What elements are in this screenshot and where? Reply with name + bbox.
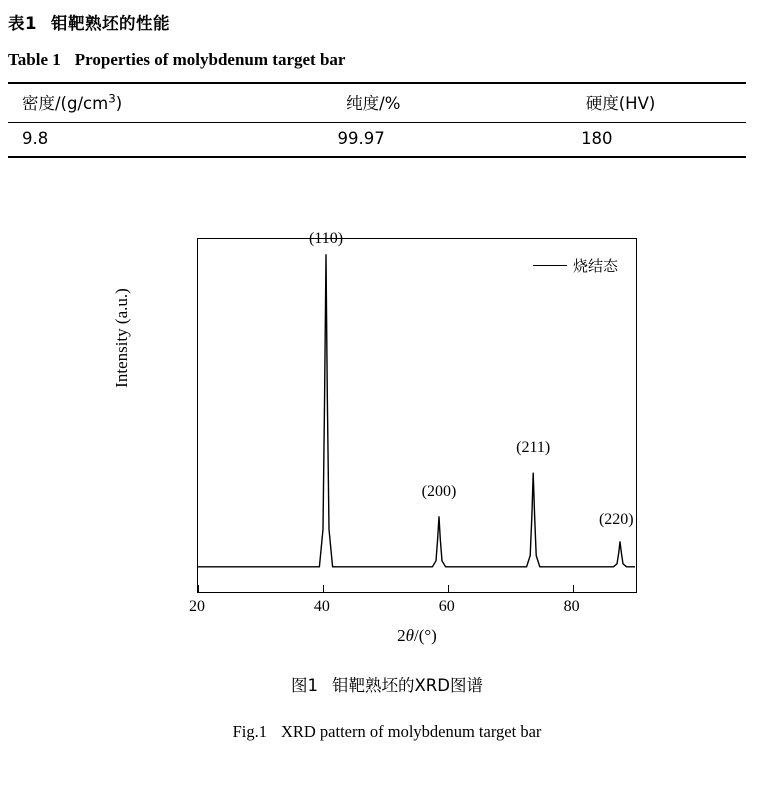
x-tick-label: 20 <box>189 598 205 615</box>
legend-label: 烧结态 <box>572 257 618 275</box>
table-caption-cn <box>8 10 766 34</box>
xrd-chart <box>77 228 697 668</box>
x-tick-label: 80 <box>563 598 580 615</box>
figure-caption-cn-number: 图1 <box>291 676 318 695</box>
table-caption-en-number: Table 1 <box>8 50 61 69</box>
figure-caption-en-number: Fig.1 <box>232 722 267 741</box>
table-row <box>8 123 746 158</box>
figure-caption-en-text: XRD pattern of molybdenum target bar <box>280 722 542 741</box>
x-tick <box>448 585 449 592</box>
x-tick-label: 60 <box>438 598 455 615</box>
plot-frame <box>197 230 637 593</box>
table-head <box>8 83 746 123</box>
table-caption-en <box>8 50 766 70</box>
xrd-spectrum-curve <box>198 239 635 591</box>
x-tick <box>323 585 324 592</box>
figure-caption-cn-text: 钼靶熟坯的XRD图谱 <box>332 676 483 695</box>
x-tick-label: 40 <box>313 598 330 615</box>
figure-caption-en <box>0 722 774 742</box>
figure-caption-cn <box>0 672 774 696</box>
peak-label: (200) <box>421 482 457 500</box>
column-header-density-superscript: 3 <box>108 91 116 106</box>
column-header-purity: 纯度/% <box>346 94 401 113</box>
peak-label: (220) <box>598 510 634 528</box>
cell-purity: 99.97 <box>337 129 385 148</box>
x-axis-tick-labels <box>189 598 637 620</box>
figure-block <box>0 228 774 742</box>
x-tick <box>198 585 199 592</box>
table-caption-cn-number: 表1 <box>8 14 37 33</box>
y-axis-label: Intensity (a.u.) <box>112 288 131 388</box>
legend <box>533 255 618 276</box>
x-tick <box>573 585 574 592</box>
table-header-row <box>8 83 746 123</box>
column-header-density-prefix: 密度/(g/cm <box>22 94 109 113</box>
legend-line-icon <box>533 265 567 266</box>
column-header-density-suffix: ) <box>115 94 123 113</box>
table-body <box>8 123 746 158</box>
table-caption-cn-text: 钼靶熟坯的性能 <box>50 14 170 33</box>
cell-hardness: 180 <box>581 129 613 148</box>
column-header-hardness: 硬度(HV) <box>585 94 656 113</box>
column-header-density <box>8 83 252 123</box>
properties-table <box>8 82 746 158</box>
table-caption-en-text: Properties of molybdenum target bar <box>74 50 346 69</box>
cell-density: 9.8 <box>22 129 49 148</box>
peak-label: (110) <box>308 230 344 247</box>
table-block <box>8 10 766 158</box>
x-axis-label: 2θ/(°) <box>397 626 437 645</box>
peak-label: (211) <box>516 439 551 457</box>
